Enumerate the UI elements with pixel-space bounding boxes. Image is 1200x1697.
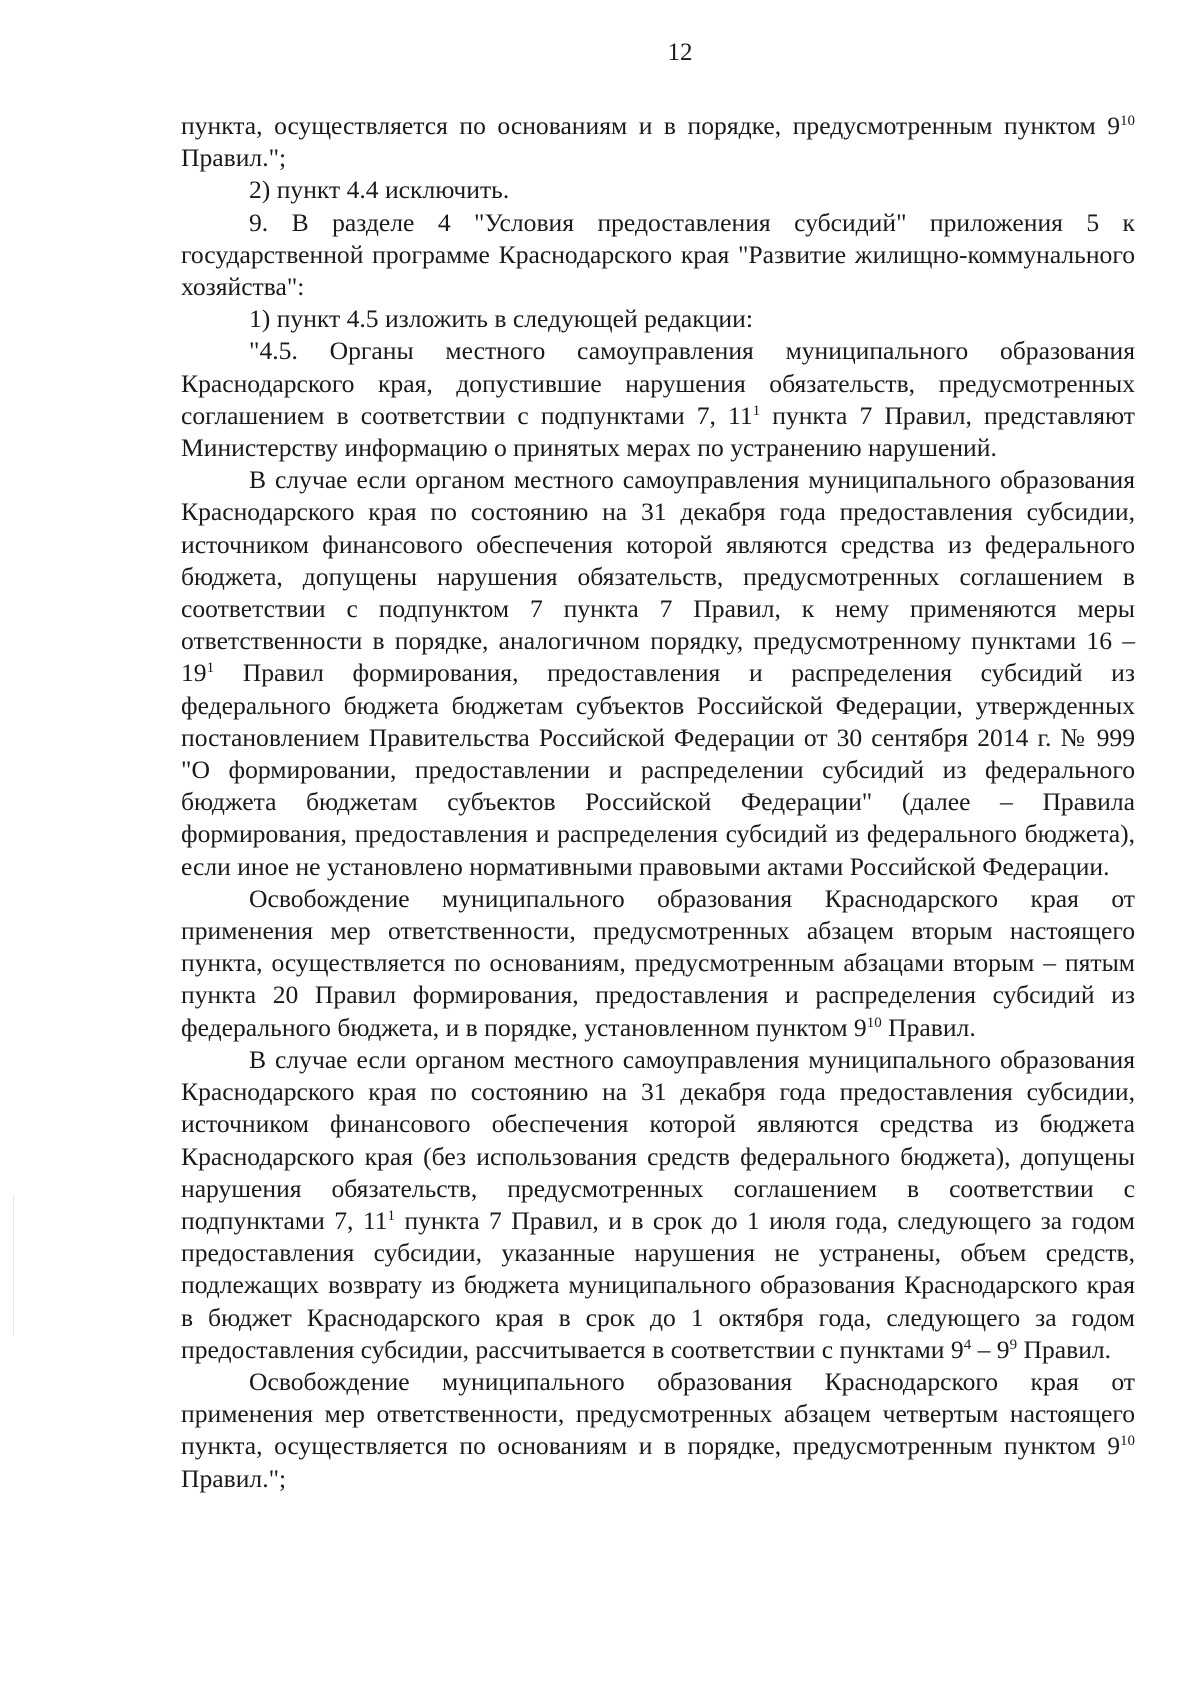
paragraph-text: Освобождение муниципального образования Краснодарского края от применения мер ответственности, предусмотренных абзацем вторым настоящего пункта, осуществляется по основаниям, предусмотренным абзацами вторым – пятым пункта 20 Правил формирования, предоставления и распределения субсидий из федерального бюджета, и в порядке, установленном пунктом 9 — [181, 883, 1135, 1042]
paragraph — [181, 110, 1135, 174]
superscript-index: 9 — [1009, 1336, 1018, 1353]
paragraph-text: В случае если органом местного самоуправления муниципального образования Краснодарского края по состоянию на 31 декабря года предоставления субсидии, источником финансового обеспечения которой являются средства из федерального бюджета, допущены нарушения обязательств, предусмотренных соглашением в соответствии с подпунктом 7 пункта 7 Правил, к нему применяются меры ответственности в порядке, аналогичном порядку, предусмотренному пунктами 16 – 19 — [181, 465, 1135, 688]
paragraph-text: Правил."; — [181, 143, 287, 173]
superscript-index: 10 — [1120, 1433, 1135, 1450]
paragraph-text: В случае если органом местного самоуправления муниципального образования Краснодарского края по состоянию на 31 декабря года предоставления субсидии, источником финансового обеспечения которой являются средства из бюджета Краснодарского края (без использования средств федерального бюджета), допущены нарушения обязательств, предусмотренных соглашением в соответствии с подпунктами 7, 11 — [181, 1044, 1135, 1235]
paragraph-text: 1) пункт 4.5 изложить в следующей редакции: — [249, 304, 753, 334]
paragraph-text: "4.5. Органы местного самоуправления муниципального образования Краснодарского края, допустившие нарушения обязательств, предусмотренных соглашением в соответствии с подпунктами 7, 11 — [181, 336, 1135, 430]
paragraph — [181, 883, 1135, 1044]
paragraph-text: пункта 7 Правил, и в срок до 1 июля года, следующего за годом предоставления субсидии, указанные нарушения не устранены, объем средств, подлежащих возврату из бюджета муниципального образования Краснодарского края в бюджет Краснодарского края в срок до 1 октября года, следующего за годом предоставления субсидии, рассчитывается в соответствии с пунктами 9 — [181, 1205, 1136, 1364]
superscript-index: 1 — [752, 402, 761, 419]
paragraph — [181, 207, 1135, 304]
paragraph-text: 2) пункт 4.4 исключить. — [249, 175, 510, 205]
paragraph-text: Правил. — [1017, 1334, 1112, 1364]
paragraph-text: Правил. — [881, 1012, 976, 1042]
paragraph — [181, 1366, 1135, 1495]
paragraph-text: 9. В разделе 4 "Условия предоставления субсидий" приложения 5 к государственной программе Краснодарского края "Развитие жилищно-коммунального хозяйства": — [181, 207, 1135, 302]
scan-margin-mark — [13, 1195, 14, 1335]
superscript-index: 10 — [1120, 113, 1135, 129]
paragraph — [181, 174, 1135, 206]
paragraph-text: Освобождение муниципального образования Краснодарского края от применения мер ответственности, предусмотренных абзацем четвертым настоящего пункта, осуществляется по основаниям и в порядке, предусмотренным пунктом 9 — [181, 1366, 1135, 1461]
paragraph-text: пункта, осуществляется по основаниям и в порядке, предусмотренным пунктом 9 — [181, 111, 1120, 140]
paragraph-text: Правил."; — [181, 1463, 287, 1493]
paragraph — [181, 303, 1135, 335]
page-number: 12 — [667, 39, 693, 66]
paragraph-text: – 9 — [971, 1334, 1010, 1364]
superscript-index: 1 — [206, 660, 215, 677]
document-body — [181, 110, 1135, 1495]
paragraph — [181, 464, 1135, 883]
superscript-index: 10 — [866, 1014, 882, 1031]
superscript-index: 4 — [963, 1336, 972, 1353]
paragraph — [181, 335, 1135, 464]
superscript-index: 1 — [387, 1207, 396, 1224]
paragraph-text: пункта 7 Правил, представляют Министерству информацию о принятых мерах по устранению нарушений. — [181, 400, 1135, 463]
paragraph — [181, 1044, 1135, 1366]
paragraph-text: Правил формирования, предоставления и распределения субсидий из федерального бюджета бюджетам субъектов Российской Федерации, утвержденных постановлением Правительства Российской Федерации от 30 сентября 2014 г. № 999 "О формировании, предоставлении и распределении субсидий из федерального бюджета бюджетам субъектов Российской Федерации" (далее – Правила формирования, предоставления и распределения субсидий из федерального бюджета), если иное не установлено нормативными правовыми актами Российской Федерации. — [181, 658, 1135, 881]
